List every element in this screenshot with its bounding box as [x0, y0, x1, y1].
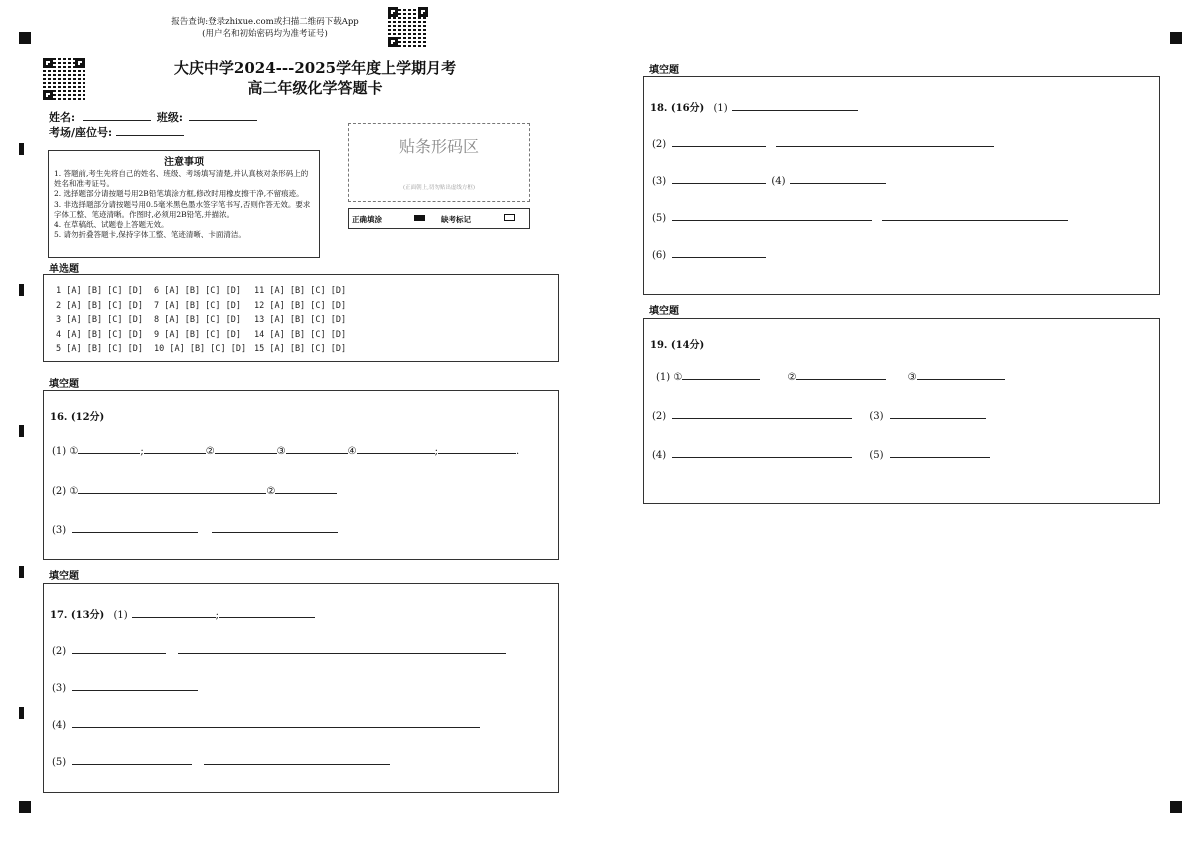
answer-line[interactable]: [672, 136, 766, 147]
room-line[interactable]: [116, 125, 184, 136]
q16-part3: (3): [52, 522, 338, 536]
section-fill-17: 填空题: [49, 571, 79, 582]
q16-part1: (1) ① ; ② ③ ④ ; .: [52, 443, 519, 457]
answer-line[interactable]: [882, 210, 1068, 221]
answer-line[interactable]: [790, 173, 886, 184]
answer-line[interactable]: [132, 607, 216, 618]
fill-example: [348, 208, 530, 229]
answer-line[interactable]: [72, 522, 198, 533]
q18-part3: (3) (4): [652, 173, 886, 187]
mcq-item[interactable]: 1 [A] [B] [C] [D]: [56, 286, 143, 296]
answer-line[interactable]: [890, 408, 986, 419]
report-notice-line1: 报告查询:登录zhixue.com或扫描二维码下载App: [171, 17, 359, 27]
absent-checkbox[interactable]: [504, 214, 515, 221]
answer-line[interactable]: [72, 717, 480, 728]
q18-part6: (6): [652, 247, 766, 261]
name-label: 姓名:: [49, 111, 76, 124]
q19-part2: (2) (3): [652, 408, 986, 422]
mcq-item[interactable]: 6 [A] [B] [C] [D]: [154, 286, 241, 296]
answer-line[interactable]: [672, 408, 852, 419]
answer-line[interactable]: [78, 443, 140, 454]
q17-part4: (4): [52, 717, 480, 731]
mcq-item[interactable]: 8 [A] [B] [C] [D]: [154, 315, 241, 325]
timing-mark: [19, 143, 24, 155]
section-fill-16: 填空题: [49, 379, 79, 390]
answer-line[interactable]: [682, 369, 760, 380]
name-field[interactable]: [49, 109, 257, 125]
section-fill-18: 填空题: [649, 65, 679, 76]
notes-item: 3. 非选择题部分请按题号用0.5毫米黑色墨水签字笔书写,否则作答无效。要求字体工整、笔迹清晰。作图时,必须用2B铅笔,并描浓。: [54, 199, 311, 219]
correct-fill-label: 正确填涂: [352, 215, 382, 224]
notes-item: 4. 在草稿纸、试题卷上答题无效。: [54, 220, 169, 230]
q19-title: 19. (14分): [650, 340, 705, 351]
answer-line[interactable]: [672, 173, 766, 184]
notes-title: 注意事项: [164, 157, 204, 168]
answer-line[interactable]: [78, 483, 266, 494]
answer-line[interactable]: [72, 643, 166, 654]
notes-item: 2. 选择题部分请按题号用2B铅笔填涂方框,修改时用橡皮擦干净,不留痕迹。: [54, 189, 304, 199]
mcq-column-2: [154, 284, 246, 357]
q19-part1: (1) ① ② ③: [656, 369, 1005, 383]
answer-line[interactable]: [215, 443, 277, 454]
timing-mark: [19, 566, 24, 578]
barcode-area[interactable]: [348, 123, 530, 202]
mcq-column-3: [254, 284, 346, 357]
corner-mark-tr: [1170, 32, 1182, 44]
timing-mark: [19, 284, 24, 296]
corner-mark-bl: [19, 801, 31, 813]
exam-title-line1: 大庆中学2024---2025学年度上学期月考: [173, 59, 457, 77]
room-label: 考场/座位号:: [49, 126, 113, 139]
mcq-column-1: [56, 284, 143, 357]
barcode-title: 贴条形码区: [398, 137, 479, 156]
q19-part4: (4) (5): [652, 447, 990, 461]
room-field[interactable]: [49, 124, 184, 140]
mcq-box: [43, 274, 559, 362]
answer-line[interactable]: [357, 443, 435, 454]
q17-part1: 17. (13分) (1) ;: [50, 606, 315, 621]
answer-line[interactable]: [917, 369, 1005, 380]
q17-part5: (5): [52, 754, 390, 768]
mcq-item[interactable]: 2 [A] [B] [C] [D]: [56, 300, 143, 311]
q17-part2: (2): [52, 643, 506, 657]
qr-code[interactable]: [388, 7, 428, 47]
absent-label: 缺考标记: [441, 215, 471, 224]
barcode-hint: (正面朝上,切勿贴出虚线方框): [402, 185, 476, 191]
q17-part3: (3): [52, 680, 198, 694]
answer-line[interactable]: [438, 443, 516, 454]
mcq-item[interactable]: 15 [A] [B] [C] [D]: [254, 344, 347, 354]
answer-line[interactable]: [672, 447, 852, 458]
exam-title-line2: 高二年级化学答题卡: [247, 79, 383, 97]
answer-line[interactable]: [275, 483, 337, 494]
timing-mark: [19, 707, 24, 719]
report-notice-line2: (用户名和初始密码均为准考证号): [202, 29, 328, 39]
answer-line[interactable]: [776, 136, 994, 147]
q18-part5: (5): [652, 210, 1068, 224]
section-single-choice: 单选题: [49, 264, 79, 275]
q18-box: [643, 76, 1160, 295]
answer-line[interactable]: [796, 369, 886, 380]
q18-part1: 18. (16分) (1): [650, 99, 858, 114]
answer-line[interactable]: [212, 522, 338, 533]
answer-line[interactable]: [178, 643, 506, 654]
exam-title: [140, 58, 490, 98]
notes-box: [48, 150, 320, 258]
q17-title: 17. (13分): [50, 610, 105, 621]
mcq-item[interactable]: 9 [A] [B] [C] [D]: [154, 329, 241, 340]
q18-title: 18. (16分): [650, 103, 705, 114]
mcq-item[interactable]: 5 [A] [B] [C] [D]: [56, 344, 143, 354]
q16-title: 16. (12分): [50, 412, 105, 423]
answer-line[interactable]: [219, 607, 315, 618]
mcq-item[interactable]: 12 [A] [B] [C] [D]: [254, 300, 347, 311]
mcq-item[interactable]: 13 [A] [B] [C] [D]: [254, 315, 347, 325]
mcq-item[interactable]: 10 [A] [B] [C] [D]: [154, 344, 247, 354]
section-fill-19: 填空题: [649, 306, 679, 317]
q19-box: [643, 318, 1160, 504]
answer-line[interactable]: [144, 443, 206, 454]
mcq-item[interactable]: 3 [A] [B] [C] [D]: [56, 315, 143, 325]
q16-box: [43, 390, 559, 560]
answer-line[interactable]: [672, 210, 872, 221]
answer-line[interactable]: [286, 443, 348, 454]
mcq-item[interactable]: 7 [A] [B] [C] [D]: [154, 300, 241, 311]
report-notice: [160, 16, 370, 40]
name-line[interactable]: [83, 110, 151, 121]
corner-mark-br: [1170, 801, 1182, 813]
answer-line[interactable]: [672, 247, 766, 258]
q18-part2: (2): [652, 136, 994, 150]
answer-line[interactable]: [72, 754, 192, 765]
q17-box: [43, 583, 559, 793]
mcq-item[interactable]: 14 [A] [B] [C] [D]: [254, 329, 347, 340]
class-line[interactable]: [189, 110, 257, 121]
mcq-item[interactable]: 4 [A] [B] [C] [D]: [56, 329, 143, 340]
correct-fill-swatch: [414, 215, 425, 221]
q16-part2: (2) ① ②: [52, 483, 337, 497]
answer-line[interactable]: [72, 680, 198, 691]
answer-line[interactable]: [890, 447, 990, 458]
answer-line[interactable]: [204, 754, 390, 765]
notes-item: 1. 答题前,考生先将自己的姓名、班级、考场填写清楚,并认真核对条形码上的姓名和准考证号。: [54, 169, 309, 189]
qr-code[interactable]: [43, 58, 85, 100]
timing-mark: [19, 425, 24, 437]
mcq-item[interactable]: 11 [A] [B] [C] [D]: [254, 286, 347, 296]
class-label: 班级:: [156, 111, 183, 124]
corner-mark-tl: [19, 32, 31, 44]
answer-line[interactable]: [732, 100, 858, 111]
notes-item: 5. 请勿折叠答题卡,保持字体工整、笔迹清晰、卡面清洁。: [54, 230, 246, 240]
